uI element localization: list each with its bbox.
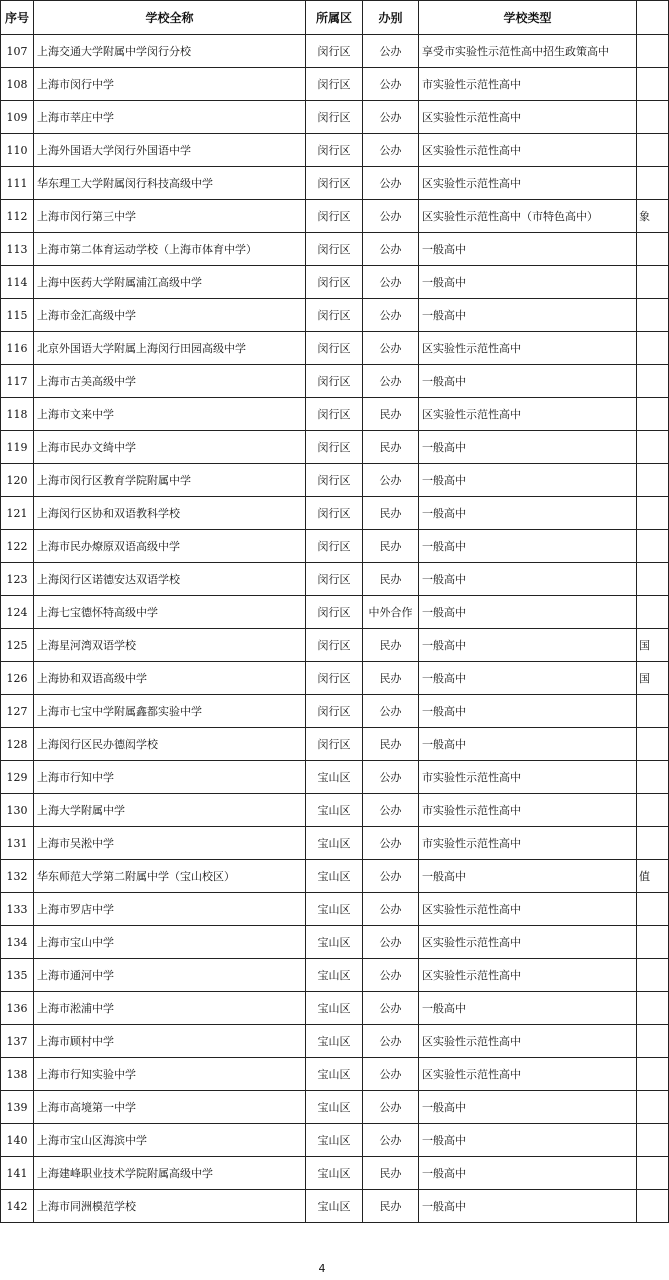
cell-school-type: 区实验性示范性高中 [419,893,637,926]
cell-school-type: 一般高中 [419,860,637,893]
cell-school-name: 上海市同洲模范学校 [34,1190,306,1223]
cell-school-type: 一般高中 [419,233,637,266]
cell-district: 闵行区 [306,365,363,398]
table-row [1,926,669,959]
cell-ownership: 公办 [363,167,419,200]
table-row [1,728,669,761]
cell-note: 象 [637,200,669,233]
cell-note [637,167,669,200]
cell-district: 宝山区 [306,794,363,827]
cell-ownership: 民办 [363,398,419,431]
cell-school-type: 市实验性示范性高中 [419,827,637,860]
cell-note [637,1058,669,1091]
cell-district: 闵行区 [306,497,363,530]
cell-district: 宝山区 [306,860,363,893]
table-row [1,629,669,662]
cell-school-type: 市实验性示范性高中 [419,794,637,827]
cell-school-type: 区实验性示范性高中 [419,167,637,200]
cell-district: 闵行区 [306,431,363,464]
table-row [1,266,669,299]
cell-ownership: 公办 [363,233,419,266]
cell-serial: 107 [1,35,34,68]
cell-district: 宝山区 [306,761,363,794]
cell-school-name: 上海市淞浦中学 [34,992,306,1025]
table-row [1,596,669,629]
table-row [1,200,669,233]
cell-school-type: 一般高中 [419,497,637,530]
cell-school-name: 上海市吴淞中学 [34,827,306,860]
cell-note [637,1124,669,1157]
cell-ownership: 民办 [363,1157,419,1190]
cell-district: 闵行区 [306,332,363,365]
cell-school-name: 上海市行知实验中学 [34,1058,306,1091]
cell-ownership: 公办 [363,101,419,134]
cell-school-name: 上海市民办文绮中学 [34,431,306,464]
cell-serial: 120 [1,464,34,497]
table-row [1,167,669,200]
cell-school-name: 上海中医药大学附属浦江高级中学 [34,266,306,299]
cell-ownership: 民办 [363,728,419,761]
cell-serial: 116 [1,332,34,365]
cell-note [637,1025,669,1058]
cell-serial: 135 [1,959,34,992]
cell-district: 宝山区 [306,1058,363,1091]
table-row [1,695,669,728]
cell-school-type: 区实验性示范性高中 [419,101,637,134]
cell-district: 闵行区 [306,563,363,596]
cell-ownership: 公办 [363,332,419,365]
cell-school-type: 区实验性示范性高中 [419,332,637,365]
cell-note [637,398,669,431]
cell-school-name: 上海闵行区诺德安达双语学校 [34,563,306,596]
cell-note [637,134,669,167]
cell-serial: 112 [1,200,34,233]
cell-school-name: 上海市古美高级中学 [34,365,306,398]
cell-note [637,35,669,68]
cell-note [637,563,669,596]
cell-note [637,992,669,1025]
cell-ownership: 公办 [363,1058,419,1091]
cell-ownership: 公办 [363,464,419,497]
cell-school-name: 上海协和双语高级中学 [34,662,306,695]
cell-serial: 127 [1,695,34,728]
table-row [1,563,669,596]
cell-school-name: 华东师范大学第二附属中学（宝山校区） [34,860,306,893]
cell-ownership: 公办 [363,200,419,233]
cell-note [637,299,669,332]
cell-serial: 137 [1,1025,34,1058]
cell-school-name: 上海市通河中学 [34,959,306,992]
table-row [1,959,669,992]
table-row [1,431,669,464]
table-row [1,299,669,332]
cell-serial: 121 [1,497,34,530]
cell-school-name: 上海市民办燎原双语高级中学 [34,530,306,563]
cell-ownership: 公办 [363,68,419,101]
table-body [1,35,669,1223]
cell-school-type: 一般高中 [419,596,637,629]
cell-serial: 126 [1,662,34,695]
cell-school-type: 一般高中 [419,992,637,1025]
cell-school-type: 区实验性示范性高中 [419,959,637,992]
cell-school-name: 华东理工大学附属闵行科技高级中学 [34,167,306,200]
cell-serial: 119 [1,431,34,464]
cell-district: 宝山区 [306,1091,363,1124]
cell-note [637,596,669,629]
cell-ownership: 公办 [363,1091,419,1124]
cell-school-type: 一般高中 [419,695,637,728]
cell-school-type: 享受市实验性示范性高中招生政策高中 [419,35,637,68]
cell-serial: 111 [1,167,34,200]
cell-serial: 123 [1,563,34,596]
cell-serial: 130 [1,794,34,827]
cell-school-name: 上海星河湾双语学校 [34,629,306,662]
cell-serial: 117 [1,365,34,398]
table-row [1,134,669,167]
cell-district: 宝山区 [306,1124,363,1157]
header-serial: 序号 [1,1,34,35]
cell-ownership: 公办 [363,266,419,299]
cell-serial: 109 [1,101,34,134]
cell-note: 值 [637,860,669,893]
cell-school-name: 上海市高境第一中学 [34,1091,306,1124]
cell-serial: 128 [1,728,34,761]
table-row [1,233,669,266]
cell-note: 国 [637,662,669,695]
cell-note [637,497,669,530]
cell-school-type: 一般高中 [419,1124,637,1157]
cell-ownership: 公办 [363,893,419,926]
table-header-row [1,1,669,35]
cell-serial: 115 [1,299,34,332]
cell-school-name: 上海大学附属中学 [34,794,306,827]
cell-ownership: 公办 [363,134,419,167]
cell-school-type: 市实验性示范性高中 [419,68,637,101]
cell-serial: 132 [1,860,34,893]
cell-ownership: 中外合作 [363,596,419,629]
cell-school-type: 区实验性示范性高中（市特色高中） [419,200,637,233]
cell-note [637,959,669,992]
table-row [1,68,669,101]
table-row [1,662,669,695]
cell-school-type: 一般高中 [419,728,637,761]
cell-note [637,794,669,827]
cell-school-name: 上海市闵行区教育学院附属中学 [34,464,306,497]
cell-serial: 140 [1,1124,34,1157]
cell-school-type: 区实验性示范性高中 [419,1025,637,1058]
cell-school-type: 一般高中 [419,1157,637,1190]
cell-district: 宝山区 [306,959,363,992]
table-row [1,1190,669,1223]
cell-note [637,431,669,464]
cell-note [637,233,669,266]
cell-serial: 141 [1,1157,34,1190]
table-row [1,992,669,1025]
cell-note [637,332,669,365]
cell-ownership: 民办 [363,497,419,530]
cell-ownership: 公办 [363,695,419,728]
header-ownership: 办别 [363,1,419,35]
cell-note [637,1157,669,1190]
cell-ownership: 公办 [363,794,419,827]
cell-note [637,926,669,959]
cell-ownership: 公办 [363,365,419,398]
table-row [1,893,669,926]
cell-district: 闵行区 [306,695,363,728]
cell-school-name: 上海建峰职业技术学院附属高级中学 [34,1157,306,1190]
cell-district: 闵行区 [306,662,363,695]
cell-district: 闵行区 [306,68,363,101]
cell-ownership: 公办 [363,992,419,1025]
cell-ownership: 公办 [363,827,419,860]
cell-district: 闵行区 [306,530,363,563]
cell-school-type: 一般高中 [419,1091,637,1124]
cell-serial: 122 [1,530,34,563]
cell-district: 闵行区 [306,464,363,497]
cell-school-type: 区实验性示范性高中 [419,1058,637,1091]
cell-serial: 136 [1,992,34,1025]
cell-district: 宝山区 [306,893,363,926]
cell-district: 闵行区 [306,134,363,167]
cell-school-type: 区实验性示范性高中 [419,134,637,167]
cell-school-name: 上海市罗店中学 [34,893,306,926]
cell-serial: 142 [1,1190,34,1223]
cell-school-name: 上海市宝山区海滨中学 [34,1124,306,1157]
table-row [1,1091,669,1124]
cell-note [637,101,669,134]
cell-serial: 114 [1,266,34,299]
table-row [1,35,669,68]
cell-note [637,1190,669,1223]
cell-serial: 125 [1,629,34,662]
table-row [1,497,669,530]
cell-serial: 110 [1,134,34,167]
cell-ownership: 民办 [363,1190,419,1223]
table-row [1,365,669,398]
cell-district: 闵行区 [306,101,363,134]
cell-district: 宝山区 [306,1190,363,1223]
cell-district: 宝山区 [306,1025,363,1058]
cell-serial: 133 [1,893,34,926]
cell-school-name: 上海市行知中学 [34,761,306,794]
cell-serial: 118 [1,398,34,431]
cell-school-name: 上海市顾村中学 [34,1025,306,1058]
cell-ownership: 公办 [363,35,419,68]
cell-school-name: 上海市金汇高级中学 [34,299,306,332]
cell-note [637,695,669,728]
cell-school-type: 一般高中 [419,464,637,497]
cell-note [637,1091,669,1124]
cell-district: 闵行区 [306,398,363,431]
cell-district: 闵行区 [306,596,363,629]
cell-ownership: 民办 [363,629,419,662]
cell-note [637,827,669,860]
table-row [1,860,669,893]
cell-serial: 134 [1,926,34,959]
cell-ownership: 公办 [363,959,419,992]
table-row [1,398,669,431]
cell-ownership: 公办 [363,1124,419,1157]
cell-district: 宝山区 [306,827,363,860]
cell-note [637,728,669,761]
table-row [1,530,669,563]
cell-school-name: 上海市七宝中学附属鑫都实验中学 [34,695,306,728]
cell-school-name: 上海交通大学附属中学闵行分校 [34,35,306,68]
header-note [637,1,669,35]
cell-note [637,761,669,794]
cell-district: 宝山区 [306,992,363,1025]
cell-note [637,266,669,299]
cell-school-name: 上海闵行区协和双语教科学校 [34,497,306,530]
table-row [1,1157,669,1190]
cell-school-type: 一般高中 [419,662,637,695]
cell-school-type: 一般高中 [419,1190,637,1223]
cell-school-name: 上海闵行区民办德闳学校 [34,728,306,761]
cell-serial: 113 [1,233,34,266]
cell-school-type: 一般高中 [419,563,637,596]
table-row [1,332,669,365]
cell-school-type: 一般高中 [419,431,637,464]
cell-school-type: 一般高中 [419,299,637,332]
cell-school-name: 北京外国语大学附属上海闵行田园高级中学 [34,332,306,365]
cell-school-type: 区实验性示范性高中 [419,926,637,959]
cell-ownership: 公办 [363,299,419,332]
cell-note [637,365,669,398]
cell-school-type: 市实验性示范性高中 [419,761,637,794]
table-row [1,101,669,134]
cell-serial: 139 [1,1091,34,1124]
cell-district: 闵行区 [306,233,363,266]
cell-school-name: 上海市宝山中学 [34,926,306,959]
cell-note [637,464,669,497]
cell-school-type: 一般高中 [419,266,637,299]
cell-school-name: 上海市莘庄中学 [34,101,306,134]
cell-serial: 138 [1,1058,34,1091]
table-row [1,464,669,497]
cell-school-type: 一般高中 [419,629,637,662]
cell-ownership: 公办 [363,1025,419,1058]
cell-school-name: 上海七宝德怀特高级中学 [34,596,306,629]
cell-district: 闵行区 [306,200,363,233]
table-row [1,827,669,860]
header-school-type: 学校类型 [419,1,637,35]
cell-school-name: 上海市闵行第三中学 [34,200,306,233]
cell-district: 闵行区 [306,299,363,332]
cell-school-name: 上海市文来中学 [34,398,306,431]
table-row [1,1058,669,1091]
cell-ownership: 民办 [363,431,419,464]
page-number: 4 [318,1262,326,1275]
cell-school-type: 一般高中 [419,530,637,563]
cell-ownership: 民办 [363,530,419,563]
cell-note [637,893,669,926]
table-row [1,1025,669,1058]
cell-ownership: 公办 [363,926,419,959]
cell-school-name: 上海市第二体育运动学校（上海市体育中学） [34,233,306,266]
cell-district: 闵行区 [306,167,363,200]
header-school-name: 学校全称 [34,1,306,35]
cell-note: 国 [637,629,669,662]
cell-district: 闵行区 [306,266,363,299]
cell-school-name: 上海市闵行中学 [34,68,306,101]
table-row [1,1124,669,1157]
cell-ownership: 民办 [363,563,419,596]
cell-serial: 129 [1,761,34,794]
cell-district: 宝山区 [306,1157,363,1190]
cell-serial: 124 [1,596,34,629]
cell-district: 闵行区 [306,35,363,68]
cell-ownership: 公办 [363,860,419,893]
cell-ownership: 公办 [363,761,419,794]
cell-district: 闵行区 [306,728,363,761]
cell-ownership: 民办 [363,662,419,695]
cell-district: 闵行区 [306,629,363,662]
cell-note [637,68,669,101]
cell-note [637,530,669,563]
table-row [1,794,669,827]
cell-serial: 131 [1,827,34,860]
cell-school-type: 一般高中 [419,365,637,398]
header-district: 所属区 [306,1,363,35]
cell-district: 宝山区 [306,926,363,959]
table-row [1,761,669,794]
cell-school-name: 上海外国语大学闵行外国语中学 [34,134,306,167]
cell-school-type: 区实验性示范性高中 [419,398,637,431]
cell-serial: 108 [1,68,34,101]
